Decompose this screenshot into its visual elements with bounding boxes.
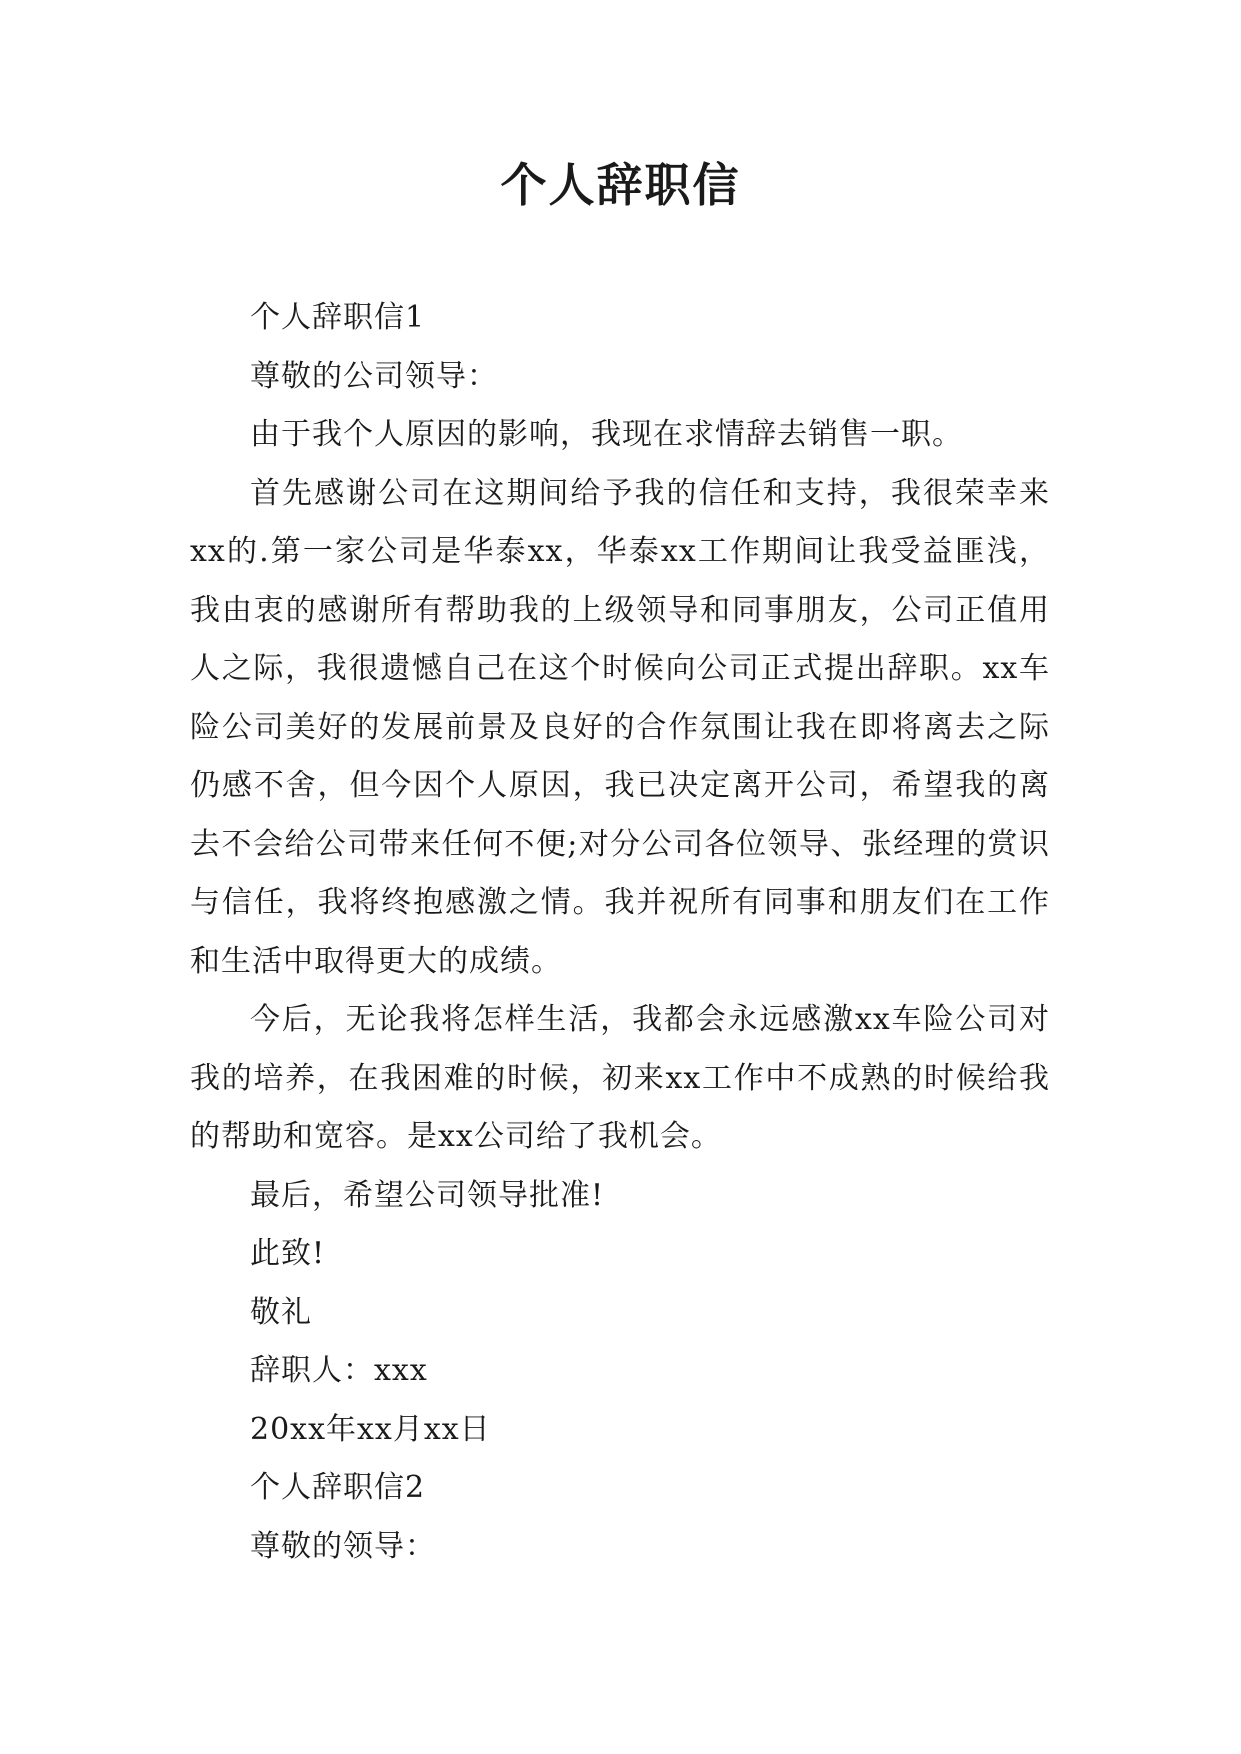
closing-line: 此致! (250, 1236, 326, 1271)
paragraph: 最后，希望公司领导批准! (250, 1177, 605, 1213)
paragraph: 首先感谢公司在这期间给予我的信任和支持，我很荣幸来xx的.第一家公司是华泰xx，华泰xx工作期间让我受益匪浅，我由衷的感谢所有帮助我的上级领导和同事朋友，公司正值用人之际，我很遗憾自己在这个时候向公司正式提出辞职。xx车险公司美好的发展前景及良好的合作氛围让我在即将离去之际仍感不舍，但今因个人原因，我已决定离开公司，希望我的离去不会给公司带来任何不便;对分公司各位领导、张经理的赏识与信任，我将终抱感激之情。我并祝所有同事和朋友们在工作和生活中取得更大的成绩。 (190, 475, 1050, 979)
section-heading: 个人辞职信1 (250, 300, 426, 335)
salutation: 尊敬的领导： (250, 1528, 436, 1564)
salutation: 尊敬的公司领导： (250, 358, 498, 394)
section-heading: 个人辞职信2 (250, 1470, 426, 1505)
document-body (190, 289, 1050, 1576)
date-line: 20xx年xx月xx日 (250, 1411, 491, 1447)
paragraph: 由于我个人原因的影响，我现在求情辞去销售一职。 (250, 417, 963, 452)
signature-line: 辞职人：xxx (250, 1353, 428, 1388)
document-title: 个人辞职信 (500, 158, 741, 212)
paragraph: 今后，无论我将怎样生活，我都会永远感激xx车险公司对我的培养，在我困难的时候，初来xx工作中不成熟的时候给我的帮助和宽容。是xx公司给了我机会。 (190, 1002, 1050, 1154)
closing-line: 敬礼 (250, 1294, 312, 1330)
